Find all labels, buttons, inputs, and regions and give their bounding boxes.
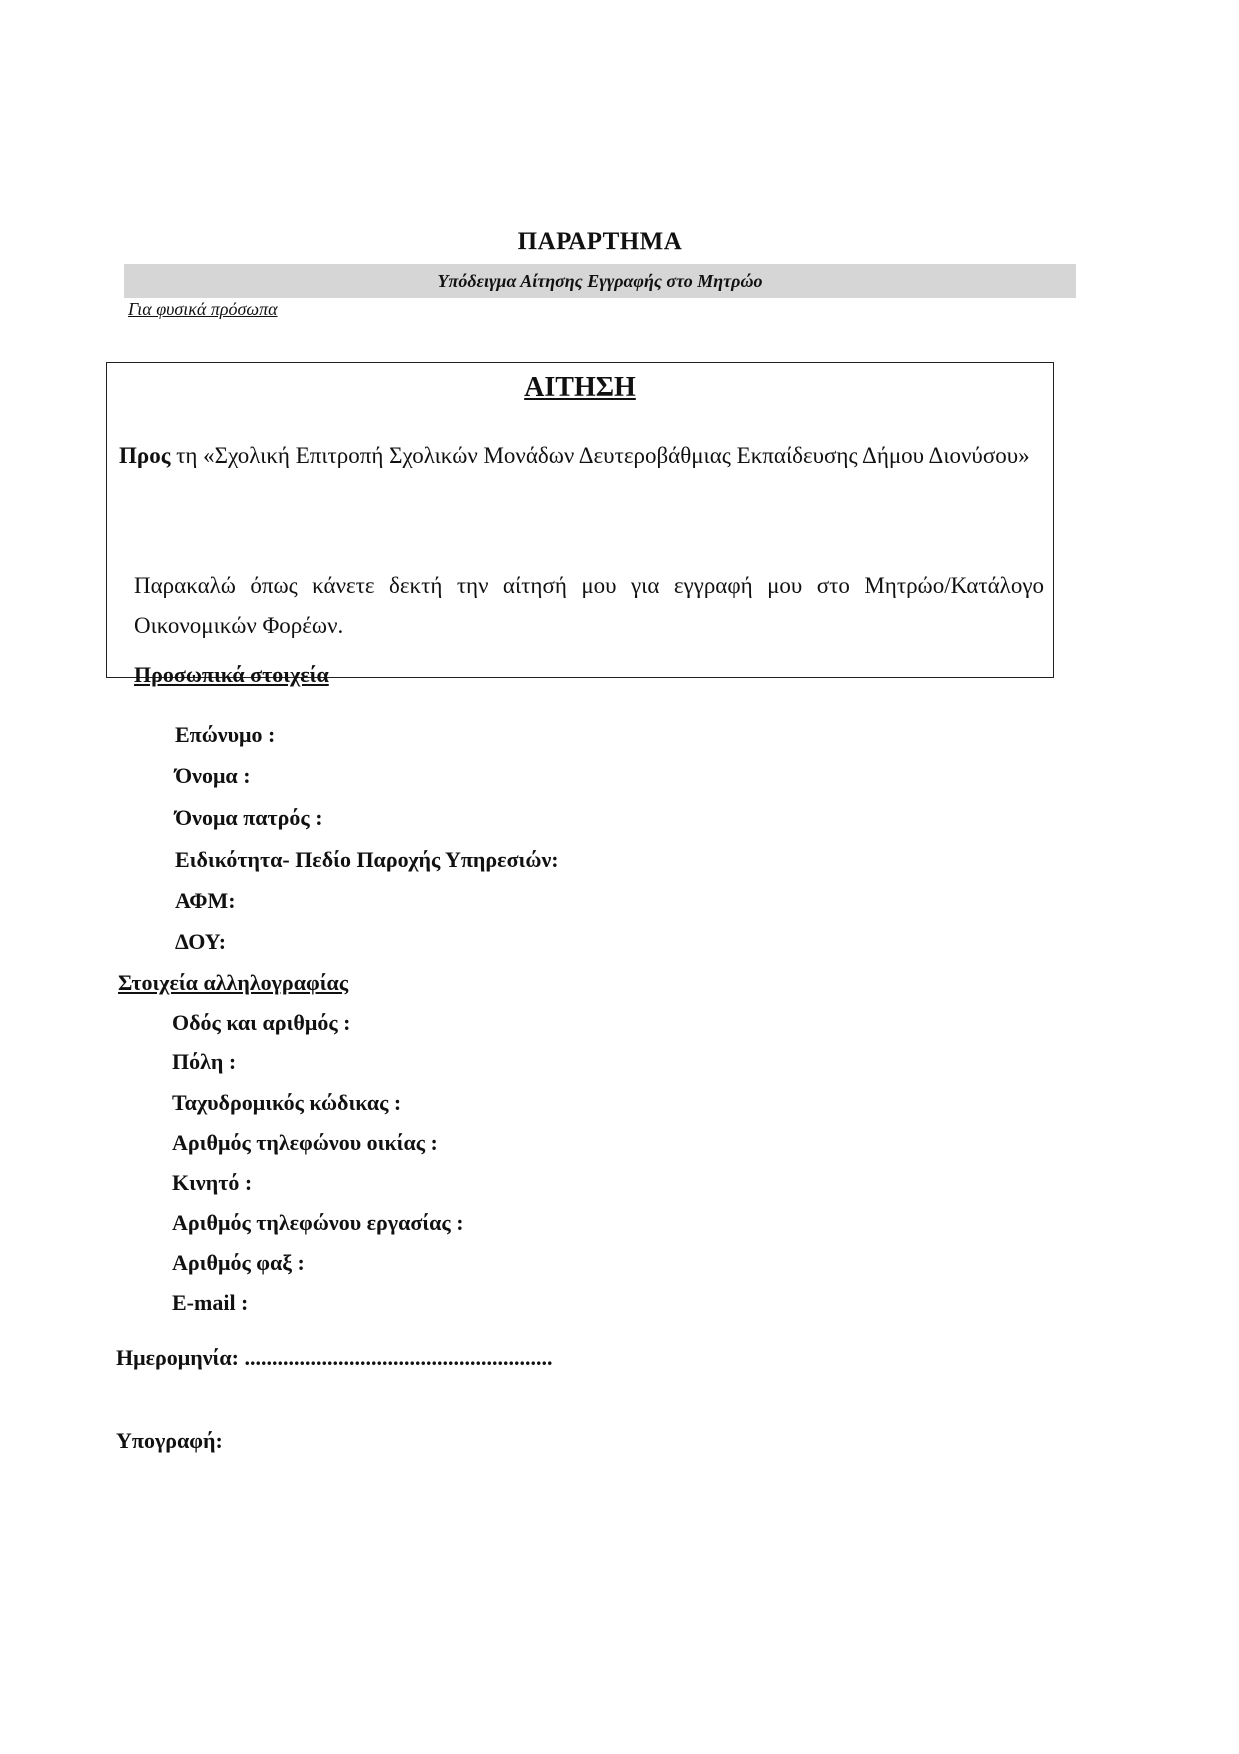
tax-id-field: ΑΦΜ: xyxy=(175,888,236,913)
city-field: Πόλη : xyxy=(172,1049,237,1074)
correspondence-heading: Στοιχεία αλληλογραφίας xyxy=(118,970,349,995)
tax-office-field: ΔΟΥ: xyxy=(175,929,227,954)
specialty-field: Ειδικότητα- Πεδίο Παροχής Υπηρεσιών: xyxy=(175,847,559,872)
signature-field: Υπογραφή: xyxy=(116,1428,223,1453)
first-name-field: Όνομα : xyxy=(175,763,251,788)
addressee-paragraph xyxy=(119,436,1044,476)
addressee-label: Προς xyxy=(119,443,171,468)
request-paragraph: Παρακαλώ όπως κάνετε δεκτή την αίτησή μου για εγγραφή μου στο Μητρώο/Κατάλογο Οικονομικών Φορέων. xyxy=(134,573,1044,638)
date-field: Ημερομηνία: ........................................................ xyxy=(116,1345,553,1370)
application-title: ΑΙΤΗΣΗ xyxy=(524,372,636,403)
surname-field: Επώνυμο : xyxy=(175,722,276,747)
work-phone-field: Αριθμός τηλεφώνου εργασίας : xyxy=(172,1210,464,1235)
form-subtitle: Υπόδειγμα Αίτησης Εγγραφής στο Μητρώο xyxy=(437,271,763,291)
father-name-field: Όνομα πατρός : xyxy=(175,805,323,830)
category-label: Για φυσικά πρόσωπα xyxy=(128,299,278,319)
home-phone-field: Αριθμός τηλεφώνου οικίας : xyxy=(172,1130,438,1155)
postal-code-field: Ταχυδρομικός κώδικας : xyxy=(172,1090,402,1115)
fax-field: Αριθμός φαξ : xyxy=(172,1250,305,1275)
email-field: E-mail : xyxy=(172,1290,249,1315)
mobile-field: Κινητό : xyxy=(172,1170,253,1195)
annex-title: ΠΑΡΑΡΤΗΜΑ xyxy=(517,228,683,255)
addressee-text: τη «Σχολική Επιτροπή Σχολικών Μονάδων Δευτεροβάθμιας Εκπαίδευσης Δήμου Διονύσου» xyxy=(176,443,1030,468)
street-field: Οδός και αριθμός : xyxy=(172,1010,351,1035)
personal-heading: Προσωπικά στοιχεία xyxy=(134,662,329,687)
